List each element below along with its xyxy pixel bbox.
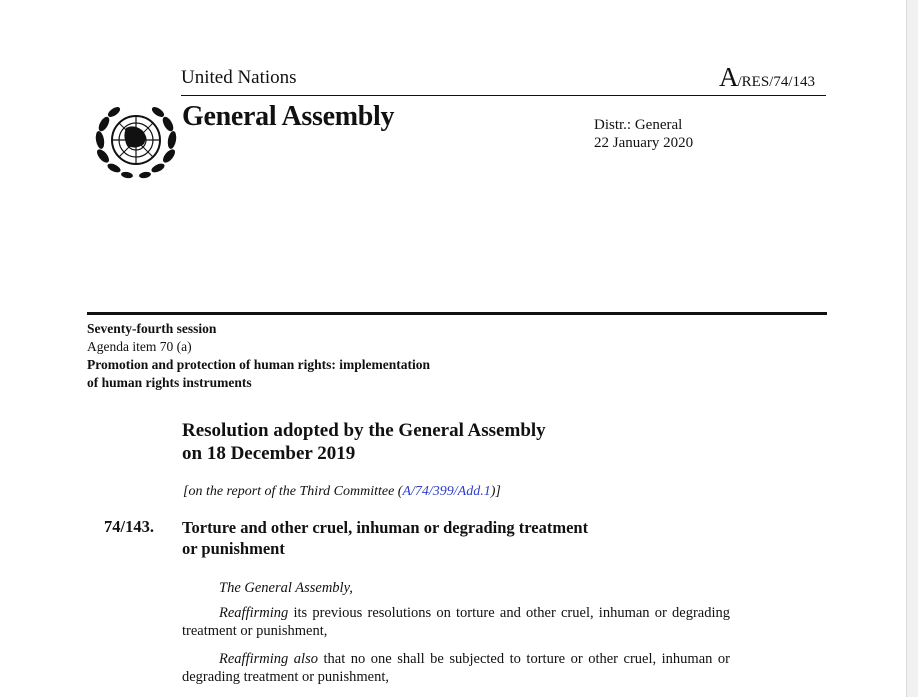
document-symbol [719, 62, 815, 93]
report-reference [183, 484, 501, 500]
agenda-item: Agenda item 70 (a) [87, 339, 192, 354]
preamble-text: that no one shall be subjected to torture or other cruel, inhuman or degrading treatment or punishment, [182, 651, 730, 685]
resolution-subject [182, 517, 588, 559]
agenda-title-line1: Promotion and protection of human rights: implementation [87, 357, 431, 372]
distribution-block [594, 116, 693, 152]
preamble-paragraph [182, 604, 730, 640]
session-name: Seventy-fourth session [87, 321, 217, 336]
un-emblem-icon [90, 100, 182, 180]
body-name: General Assembly [182, 101, 395, 132]
resolution-number: 74/143. [104, 517, 154, 536]
document-date: 22 January 2020 [594, 135, 694, 151]
header-rule [181, 95, 826, 96]
report-suffix: )] [490, 484, 501, 499]
resolution-title [182, 419, 546, 465]
resolution-subject-line2: or punishment [182, 539, 285, 558]
agenda-title-line2: of human rights instruments [87, 375, 252, 390]
resolution-title-line2: on 18 December 2019 [182, 443, 356, 464]
report-prefix: [on the report of the Third Committee ( [183, 484, 403, 499]
session-rule [87, 312, 827, 315]
symbol-rest: /RES/74/143 [737, 74, 815, 90]
preamble-text: its previous resolutions on torture and other cruel, inhuman or degrading treatment or punishment, [182, 605, 730, 639]
session-block [87, 320, 430, 392]
scrollbar[interactable] [906, 0, 918, 697]
org-name: United Nations [181, 67, 297, 88]
resolution-title-line1: Resolution adopted by the General Assembly [182, 420, 546, 441]
preamble-verb: Reaffirming also [219, 651, 318, 667]
preamble-verb: Reaffirming [219, 605, 289, 621]
opening-phrase: The General Assembly, [219, 580, 353, 596]
preamble-paragraph [182, 650, 730, 686]
report-link[interactable]: A/74/399/Add.1 [402, 484, 491, 499]
symbol-prefix: A [718, 62, 738, 92]
resolution-subject-line1: Torture and other cruel, inhuman or degrading treatment [182, 518, 589, 537]
distribution-label: Distr.: General [594, 117, 683, 133]
